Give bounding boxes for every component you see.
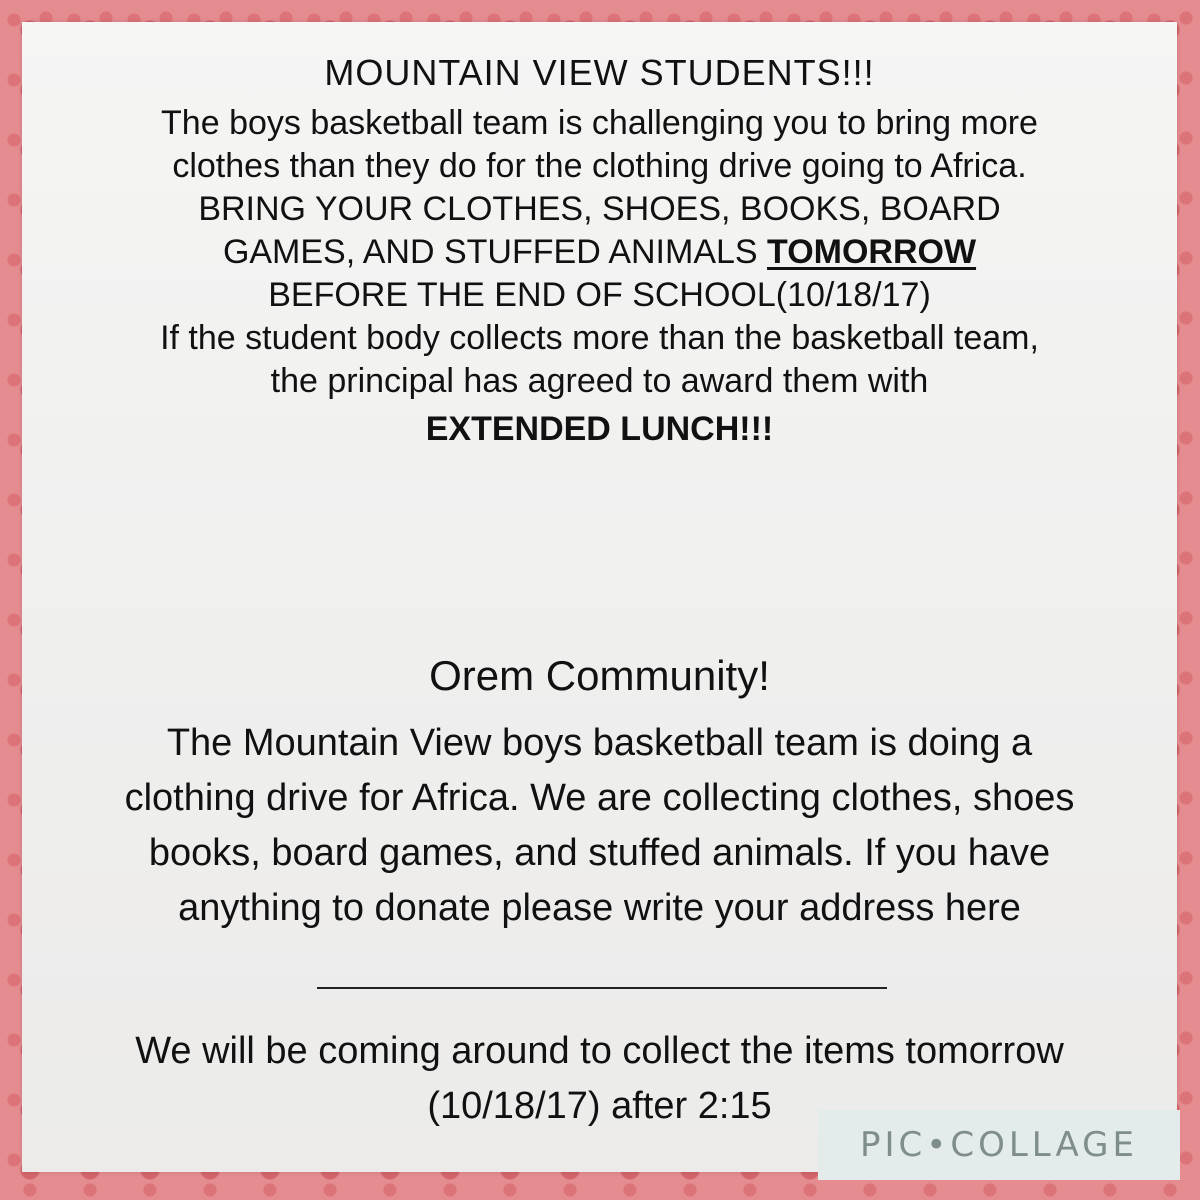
pic-collage-watermark (818, 1110, 1180, 1180)
watermark-text: PIC•COLLAGE (860, 1125, 1138, 1165)
extended-lunch-text: EXTENDED LUNCH!!! (425, 410, 774, 448)
community-text-line-1: The Mountain View boys basketball team is doing a (166, 722, 1033, 764)
students-text-line-3: BRING YOUR CLOTHES, SHOES, BOOKS, BOARD (198, 190, 1001, 228)
students-text-line-5: BEFORE THE END OF SCHOOL(10/18/17) (268, 276, 931, 314)
flyer-paper (22, 22, 1177, 1172)
students-text-line-4-prefix: GAMES, AND STUFFED ANIMALS (222, 233, 768, 271)
community-heading: Orem Community! (429, 652, 770, 699)
community-text-line-6: (10/18/17) after 2:15 (427, 1085, 772, 1127)
students-heading: MOUNTAIN VIEW STUDENTS!!! (324, 52, 875, 93)
students-text-line-4 (22, 233, 1177, 272)
students-text-line-7: the principal has agreed to award them with (270, 362, 929, 400)
address-signature-line (317, 987, 887, 989)
community-text-line-4: anything to donate please write your address here (178, 887, 1021, 929)
students-text-line-2: clothes than they do for the clothing drive going to Africa. (172, 147, 1027, 185)
community-text-line-5: We will be coming around to collect the items tomorrow (135, 1030, 1064, 1072)
students-text-line-1: The boys basketball team is challenging you to bring more (161, 104, 1038, 142)
community-text-line-3: books, board games, and stuffed animals. If you have (148, 832, 1051, 874)
students-text-line-6: If the student body collects more than the basketball team, (160, 319, 1039, 357)
community-text-line-2: clothing drive for Africa. We are collecting clothes, shoes (124, 777, 1075, 819)
tomorrow-emphasis: TOMORROW (767, 233, 977, 271)
